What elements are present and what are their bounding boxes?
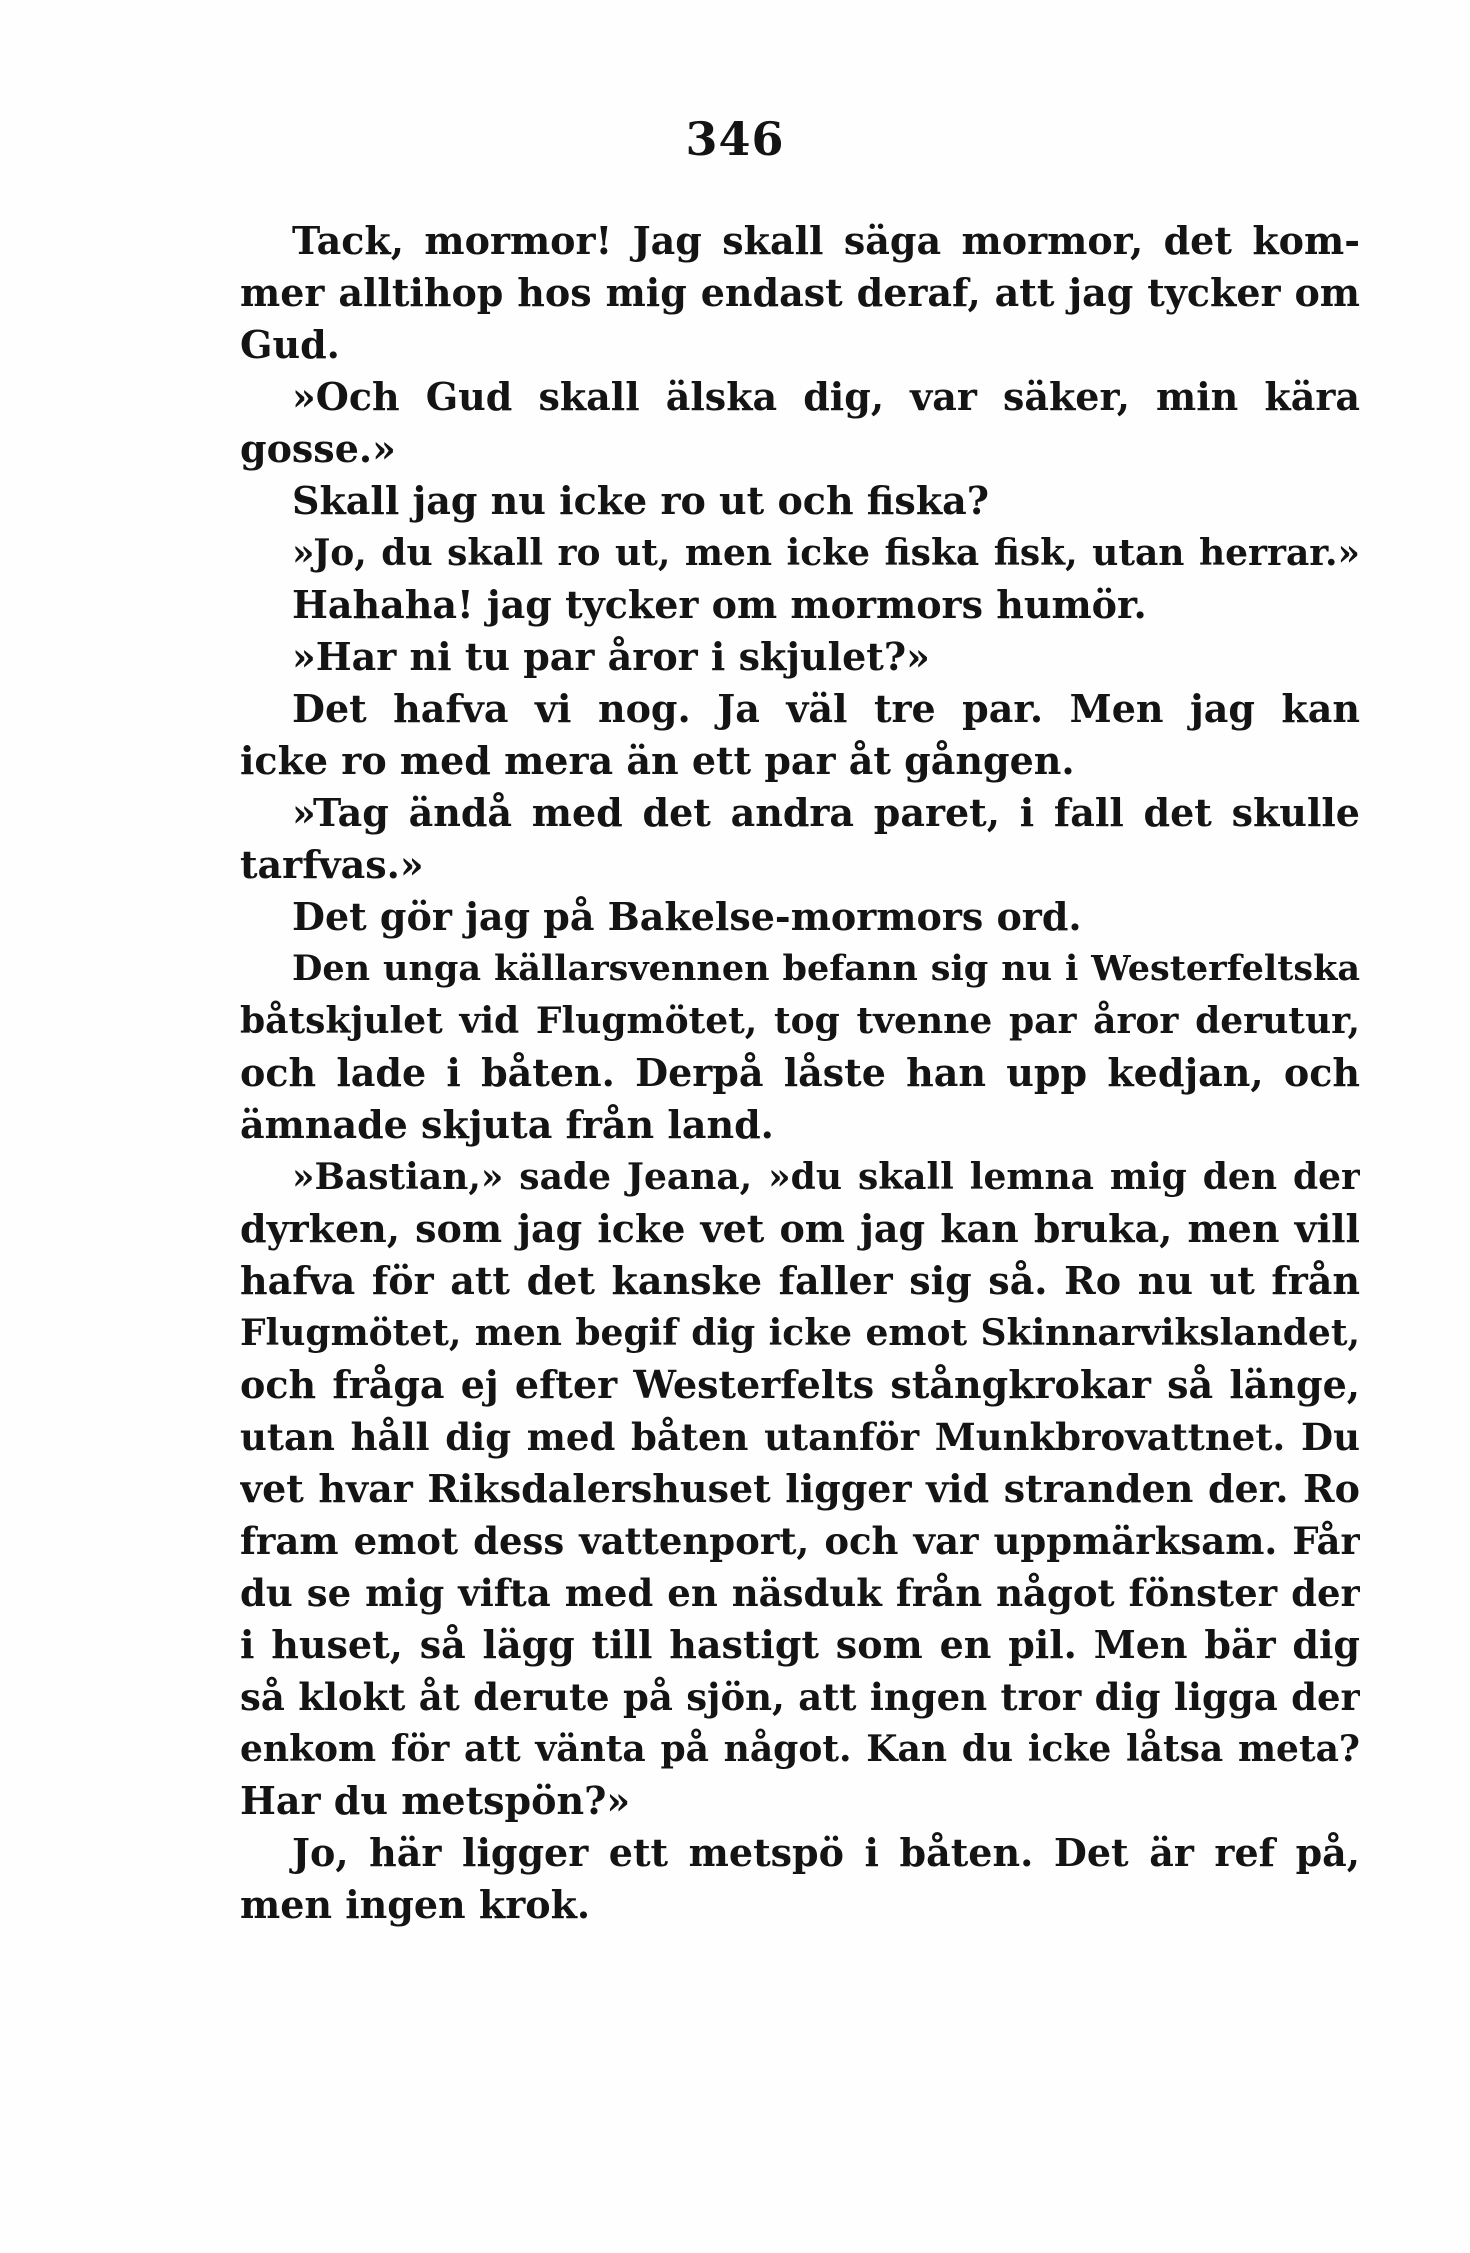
text-line: mer alltihop hos mig endast deraf, att jag tycker om [240, 270, 1360, 315]
text-line: Har du metspön?» [240, 1778, 631, 1823]
text-line: »Bastian,» sade Jeana, »du skall lemna mig den der [292, 1156, 1360, 1198]
text-line: Den unga källarsvennen befann sig nu i Westerfeltska [292, 948, 1360, 989]
text-line: Flugmötet, men begif dig icke emot Skinnarvikslandet, [240, 1312, 1360, 1354]
text-line: och lade i båten. Derpå låste han upp kedjan, och [240, 1050, 1360, 1095]
text-line: hafva för att det kanske faller sig så. Ro nu ut från [240, 1258, 1360, 1303]
text-line: och fråga ej efter Westerfelts stångkrokar så länge, [240, 1362, 1360, 1407]
text-line: ämnade skjuta från land. [240, 1102, 774, 1147]
text-line: Tack, mormor! Jag skall säga mormor, det kom- [292, 218, 1360, 263]
page-number: 346 [685, 112, 785, 166]
text-line: gosse.» [240, 426, 396, 471]
text-line: vet hvar Riksdalershuset ligger vid stranden der. Ro [240, 1466, 1360, 1511]
text-line: »Har ni tu par åror i skjulet?» [292, 634, 930, 679]
text-line: Det hafva vi nog. Ja väl tre par. Men jag kan [292, 686, 1360, 731]
text-line: Det gör jag på Bakelse-mormors ord. [292, 894, 1082, 939]
text-line: så klokt åt derute på sjön, att ingen tror dig ligga der [240, 1675, 1360, 1719]
text-line: men ingen krok. [240, 1882, 591, 1927]
text-line: Hahaha! jag tycker om mormors humör. [292, 582, 1147, 627]
text-line: Jo, här ligger ett metspö i båten. Det är ref på, [292, 1830, 1360, 1875]
body-text [240, 215, 1360, 1931]
text-line: Skall jag nu icke ro ut och fiska? [292, 478, 990, 523]
text-line: »Och Gud skall älska dig, var säker, min kära [292, 374, 1360, 419]
text-line: båtskjulet vid Flugmötet, tog tvenne par åror derutur, [240, 1000, 1360, 1042]
text-line: du se mig vifta med en näsduk från något fönster der [240, 1571, 1360, 1615]
text-line: tarfvas.» [240, 842, 424, 887]
text-line: icke ro med mera än ett par åt gången. [240, 738, 1075, 783]
text-line: dyrken, som jag icke vet om jag kan bruka, men vill [240, 1206, 1360, 1251]
text-line: enkom för att vänta på något. Kan du icke låtsa meta? [240, 1728, 1360, 1770]
text-line: »Jo, du skall ro ut, men icke fiska fisk, utan herrar.» [292, 532, 1360, 574]
text-line: fram emot dess vattenport, och var uppmärksam. Får [240, 1519, 1360, 1563]
text-line: i huset, så lägg till hastigt som en pil. Men bär dig [240, 1622, 1360, 1667]
text-line: utan håll dig med båten utanför Munkbrovattnet. Du [240, 1415, 1360, 1459]
text-line: Gud. [240, 322, 340, 367]
text-line: »Tag ändå med det andra paret, i fall det skulle [292, 790, 1360, 835]
